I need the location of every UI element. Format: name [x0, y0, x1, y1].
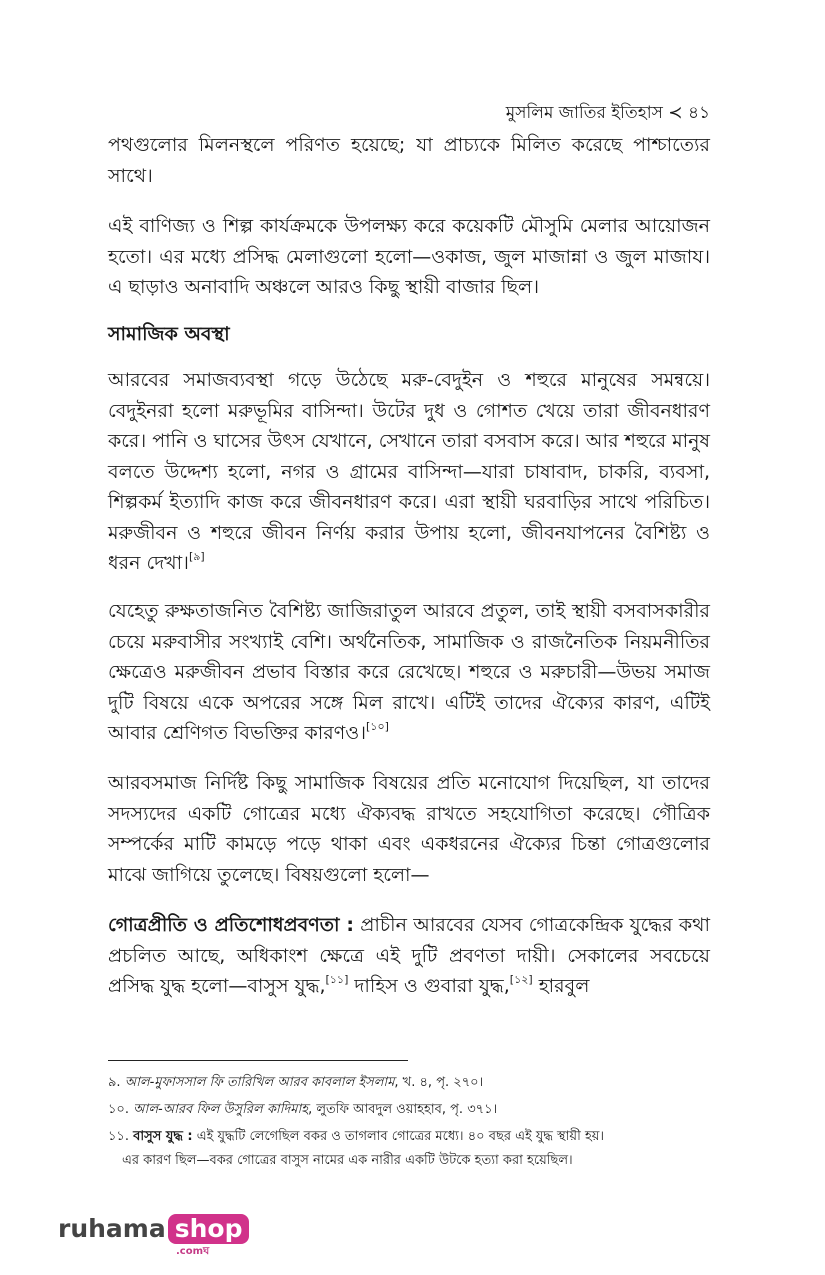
paragraph-6: গোত্রপ্রীতি ও প্রতিশোধপ্রবণতা : প্রাচীন আরবের যেসব গোত্রকেন্দ্রিক যুদ্ধের কথা প্রচলিত আছে, অধিকাংশ ক্ষেত্রে এই দুটি প্রবণতা দায়ী। সেকালের সবচেয়ে প্রসিদ্ধ যুদ্ধ হলো—বাসুস যুদ্ধ,[১১] দাহিস ও গুবারা যুদ্ধ,[১২] হারবুল	[108, 914, 710, 997]
page-number: ৪১	[687, 103, 710, 123]
footnote-divider	[108, 1060, 408, 1061]
footnote-ref-10[interactable]: [১০]	[366, 720, 389, 733]
paragraph-5: আরবসমাজ নির্দিষ্ট কিছু সামাজিক বিষয়ের প্রতি মনোযোগ দিয়েছিল, যা তাদের সদস্যদের একটি গোত্রের মধ্যে ঐক্যবদ্ধ রাখতে সহযোগিতা করেছে। গৌত্রিক সম্পর্কের মাটি কামড়ে পড়ে থাকা এবং একধরনের ঐক্যের চিন্তা গোত্রগুলোর মাঝে জাগিয়ে তুলেছে। বিষয়গুলো হলো—	[108, 772, 710, 886]
footnote-11: ১১. বাসুস যুদ্ধ : এই যুদ্ধটি লেগেছিল বকর ও তাগলাব গোত্রের মধ্যে। ৪০ বছর এই যুদ্ধ স্থায়ী হয়। এর কারণ ছিল—বকর গোত্রের বাসুস নামের এক নারীর একটি উটকে হত্যা করা হয়েছিল।	[108, 1129, 605, 1168]
brand-word-1: ruhama	[58, 1214, 166, 1243]
brand-logo[interactable]	[58, 1214, 249, 1244]
section-heading: সামাজিক অবস্থা	[108, 323, 230, 345]
brand-word-2: shop	[168, 1214, 250, 1244]
paragraph-3: আরবের সমাজব্যবস্থা গড়ে উঠেছে মরু-বেদুইন ও শহুরে মানুষের সমন্বয়ে। বেদুইনরা হলো মরুভূমির বাসিন্দা। উটের দুধ ও গোশত খেয়ে তারা জীবনধারণ করে। পানি ও ঘাসের উৎস যেখানে, সেখানে তারা বসবাস করে। আর শহুরে মানুষ বলতে উদ্দেশ্য হলো, নগর ও গ্রামের বাসিন্দা—যারা চাষাবাদ, চাকরি, ব্যবসা, শিল্পকর্ম ইত্যাদি কাজ করে জীবনধারণ করে। এরা স্থায়ী ঘরবাড়ির সাথে পরিচিত। মরুজীবন ও শহুরে জীবন নির্ণয় করার উপায় হলো, জীবনযাপনের বৈশিষ্ট্য ও ধরন দেখা।[৯]	[108, 369, 710, 574]
footnote-ref-12[interactable]: [১২]	[509, 973, 533, 986]
footnote-ref-9[interactable]: [৯]	[188, 550, 205, 563]
paragraph-1: পথগুলোর মিলনস্থলে পরিণত হয়েছে; যা প্রাচ্যকে মিলিত করেছে পাশ্চাত্যের সাথে।	[108, 134, 710, 187]
footnote-9: ৯. আল-মুফাসসাল ফি তারিখিল আরব কাবলাল ইসলাম, খ. ৪, পৃ. ২৭০।	[108, 1075, 484, 1090]
footnote-10: ১০. আল-আরব ফিল উসুরিল কাদিমাহ, লুতফি আবদুল ওয়াহহাব, পৃ. ৩৭১।	[108, 1102, 498, 1117]
paragraph-lead: গোত্রপ্রীতি ও প্রতিশোধপ্রবণতা :	[108, 914, 354, 936]
arrow-icon: ≺	[668, 103, 683, 123]
paragraph-4: যেহেতু রুক্ষতাজনিত বৈশিষ্ট্য জাজিরাতুল আরবে প্রতুল, তাই স্থায়ী বসবাসকারীর চেয়ে মরুবাসীর সংখ্যাই বেশি। অর্থনৈতিক, সামাজিক ও রাজনৈতিক নিয়মনীতির ক্ষেত্রেও মরুজীবন প্রভাব বিস্তার করে রেখেছে। শহুরে ও মরুচারী—উভয় সমাজ দুটি বিষয়ে একে অপরের সঙ্গে মিল রাখে। এটিই তাদের ঐক্যের কারণ, এটিই আবার শ্রেণিগত বিভক্তির কারণও।[১০]	[108, 600, 710, 744]
footnote-ref-11[interactable]: [১১]	[325, 973, 349, 986]
book-title: মুসলিম জাতির ইতিহাস	[505, 103, 663, 123]
paragraph-2: এই বাণিজ্য ও শিল্প কার্যক্রমকে উপলক্ষ্য করে কয়েকটি মৌসুমি মেলার আয়োজন হতো। এর মধ্যে প্রসিদ্ধ মেলাগুলো হলো—ওকাজ, জুল মাজান্না ও জুল মাজায। এ ছাড়াও অনাবাদি অঞ্চলে আরও কিছু স্থায়ী বাজার ছিল।	[108, 215, 710, 298]
running-header	[506, 103, 710, 123]
brand-domain: .comঘ	[176, 1246, 210, 1257]
